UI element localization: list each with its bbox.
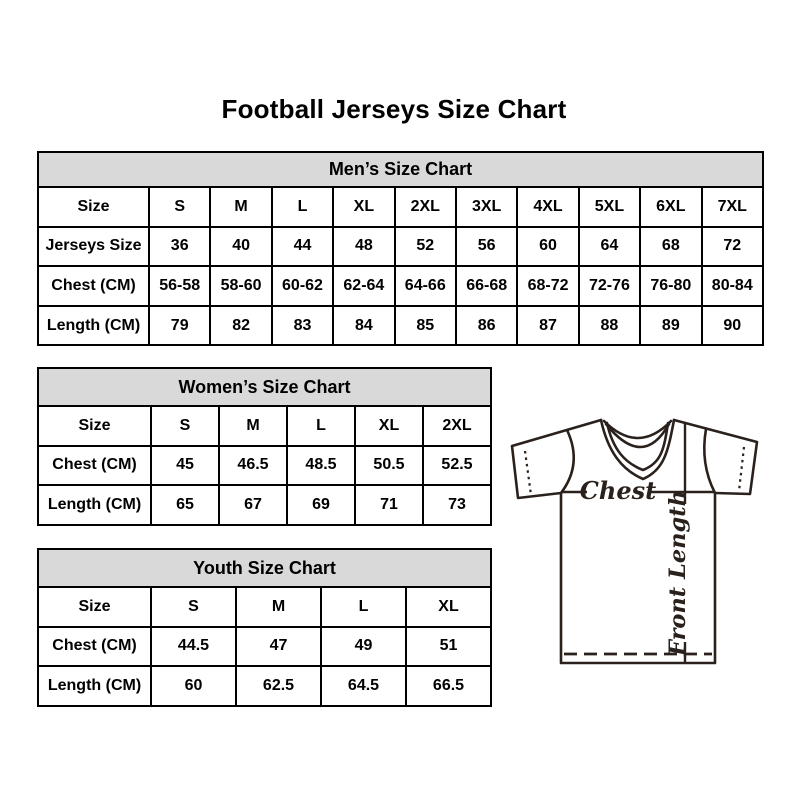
value-cell: 64.5: [321, 666, 406, 706]
value-cell: 48: [333, 227, 394, 267]
value-cell: 72: [702, 227, 763, 267]
size-grid: [37, 586, 492, 707]
value-cell: M: [236, 587, 321, 627]
value-cell: 64-66: [395, 266, 456, 306]
value-cell: 56: [456, 227, 517, 267]
youth-size-table: [37, 548, 492, 707]
value-cell: 50.5: [355, 446, 423, 486]
value-cell: 44: [272, 227, 333, 267]
table-row: [38, 266, 763, 306]
row-label-cell: Length (CM): [38, 666, 151, 706]
value-cell: S: [151, 587, 236, 627]
value-cell: 56-58: [149, 266, 210, 306]
value-cell: 86: [456, 306, 517, 346]
page-title: Football Jerseys Size Chart: [221, 94, 567, 124]
value-cell: 4XL: [517, 187, 578, 227]
value-cell: 44.5: [151, 627, 236, 667]
value-cell: 85: [395, 306, 456, 346]
value-cell: S: [151, 406, 219, 446]
value-cell: 62.5: [236, 666, 321, 706]
row-label-cell: Size: [38, 187, 149, 227]
value-cell: 60-62: [272, 266, 333, 306]
table-row: [38, 306, 763, 346]
value-cell: 2XL: [423, 406, 491, 446]
value-cell: 88: [579, 306, 640, 346]
row-label-cell: Jerseys Size: [38, 227, 149, 267]
value-cell: 62-64: [333, 266, 394, 306]
value-cell: 58-60: [210, 266, 271, 306]
value-cell: L: [272, 187, 333, 227]
value-cell: L: [321, 587, 406, 627]
value-cell: S: [149, 187, 210, 227]
value-cell: XL: [406, 587, 491, 627]
value-cell: XL: [355, 406, 423, 446]
value-cell: 5XL: [579, 187, 640, 227]
mens-size-table: [37, 151, 764, 346]
value-cell: 60: [151, 666, 236, 706]
row-label-cell: Size: [38, 587, 151, 627]
value-cell: 65: [151, 485, 219, 525]
table-row: [38, 627, 491, 667]
row-label-cell: Length (CM): [38, 485, 151, 525]
value-cell: 51: [406, 627, 491, 667]
row-label-cell: Size: [38, 406, 151, 446]
jersey-outline: [512, 420, 757, 663]
value-cell: 47: [236, 627, 321, 667]
value-cell: 6XL: [640, 187, 701, 227]
value-cell: 68-72: [517, 266, 578, 306]
row-label-cell: Length (CM): [38, 306, 149, 346]
jersey-collar: [601, 420, 674, 479]
value-cell: 40: [210, 227, 271, 267]
value-cell: 84: [333, 306, 394, 346]
row-label-cell: Chest (CM): [38, 266, 149, 306]
value-cell: 71: [355, 485, 423, 525]
value-cell: 68: [640, 227, 701, 267]
value-cell: 49: [321, 627, 406, 667]
value-cell: 83: [272, 306, 333, 346]
chest-label: Chest: [579, 476, 657, 505]
front-length-label: Front Length: [665, 489, 691, 657]
value-cell: M: [219, 406, 287, 446]
value-cell: 73: [423, 485, 491, 525]
youth-size-table-title: Youth Size Chart: [37, 548, 492, 588]
table-row: [38, 485, 491, 525]
value-cell: 36: [149, 227, 210, 267]
table-row: [38, 187, 763, 227]
value-cell: 76-80: [640, 266, 701, 306]
value-cell: 7XL: [702, 187, 763, 227]
size-grid: [37, 186, 764, 346]
value-cell: 64: [579, 227, 640, 267]
row-label-cell: Chest (CM): [38, 627, 151, 667]
jersey-left-armhole: [561, 430, 574, 493]
womens-size-table: [37, 367, 492, 526]
row-label-cell: Chest (CM): [38, 446, 151, 486]
size-grid: [37, 405, 492, 526]
value-cell: 69: [287, 485, 355, 525]
value-cell: 66.5: [406, 666, 491, 706]
jersey-right-sleeve: [674, 420, 757, 494]
table-row: [38, 446, 491, 486]
value-cell: L: [287, 406, 355, 446]
value-cell: 52.5: [423, 446, 491, 486]
value-cell: 66-68: [456, 266, 517, 306]
jersey-right-armhole: [704, 429, 715, 493]
table-row: [38, 666, 491, 706]
value-cell: 45: [151, 446, 219, 486]
value-cell: 87: [517, 306, 578, 346]
value-cell: 2XL: [395, 187, 456, 227]
value-cell: 80-84: [702, 266, 763, 306]
value-cell: 48.5: [287, 446, 355, 486]
value-cell: 46.5: [219, 446, 287, 486]
value-cell: 79: [149, 306, 210, 346]
mens-size-table-title: Men’s Size Chart: [37, 151, 764, 188]
value-cell: 3XL: [456, 187, 517, 227]
value-cell: 82: [210, 306, 271, 346]
womens-size-table-title: Women’s Size Chart: [37, 367, 492, 407]
value-cell: 90: [702, 306, 763, 346]
jersey-diagram: [504, 402, 766, 674]
table-row: [38, 406, 491, 446]
value-cell: 67: [219, 485, 287, 525]
value-cell: 89: [640, 306, 701, 346]
value-cell: 60: [517, 227, 578, 267]
table-row: [38, 587, 491, 627]
table-row: [38, 227, 763, 267]
value-cell: M: [210, 187, 271, 227]
value-cell: 72-76: [579, 266, 640, 306]
value-cell: 52: [395, 227, 456, 267]
value-cell: XL: [333, 187, 394, 227]
